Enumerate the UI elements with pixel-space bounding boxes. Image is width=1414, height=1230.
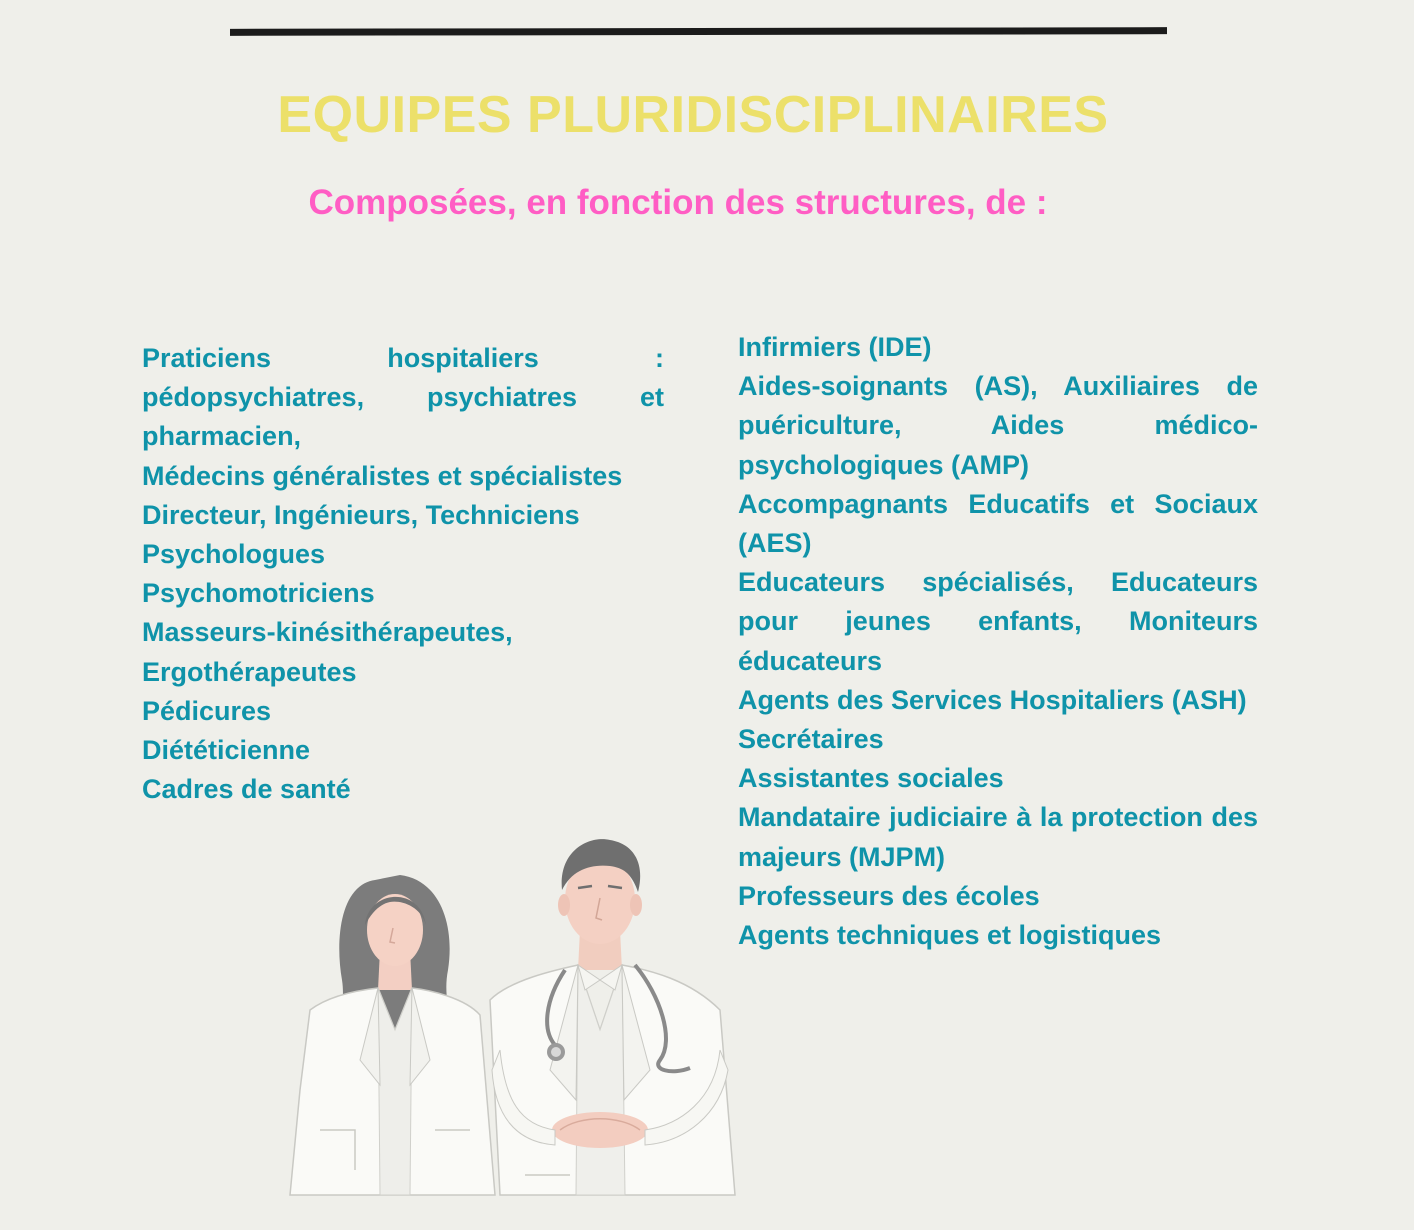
list-item: Diététicienne — [142, 735, 311, 766]
list-item: Directeur, Ingénieurs, Techniciens — [142, 499, 580, 530]
list-item: Secrétaires — [738, 724, 884, 755]
list-item: Infirmiers (IDE) — [738, 332, 932, 362]
page-subtitle: Composées, en fonction des structures, de : — [308, 183, 1048, 222]
page-title: EQUIPES PLURIDISCIPLINAIRES — [277, 86, 1109, 144]
right-profession-list — [738, 328, 1258, 955]
list-item: Masseurs-kinésithérapeutes, Ergothérapeutes — [142, 617, 513, 687]
doctors-illustration-icon — [280, 830, 750, 1200]
list-item: Agents techniques et logistiques — [738, 920, 1162, 951]
list-item: Agents des Services Hospitaliers (ASH) — [738, 684, 1247, 715]
list-item: Assistantes sociales — [738, 763, 1004, 794]
list-item: Psychologues — [142, 539, 326, 570]
female-doctor-figure — [290, 875, 495, 1195]
list-item: Aides-soignants (AS), Auxiliaires de puériculture, Aides médico-psychologiques (AMP) — [738, 371, 1258, 480]
list-item: Praticiens hospitaliers : pédopsychiatres, psychiatres et pharmacien, — [142, 343, 664, 452]
list-item: Professeurs des écoles — [738, 880, 1040, 911]
left-profession-list — [142, 339, 664, 809]
male-doctor-figure — [490, 839, 735, 1195]
top-divider — [230, 27, 1167, 36]
list-item: Pédicures — [142, 695, 272, 726]
list-item: Accompagnants Educatifs et Sociaux (AES) — [738, 488, 1258, 559]
list-item: Mandataire judiciaire à la protection des majeurs (MJPM) — [738, 802, 1258, 872]
list-item: Médecins généralistes et spécialistes — [142, 460, 623, 491]
list-item: Educateurs spécialisés, Educateurs pour jeunes enfants, Moniteurs éducateurs — [738, 567, 1258, 676]
list-item: Cadres de santé — [142, 774, 351, 805]
list-item: Psychomotriciens — [142, 578, 375, 609]
